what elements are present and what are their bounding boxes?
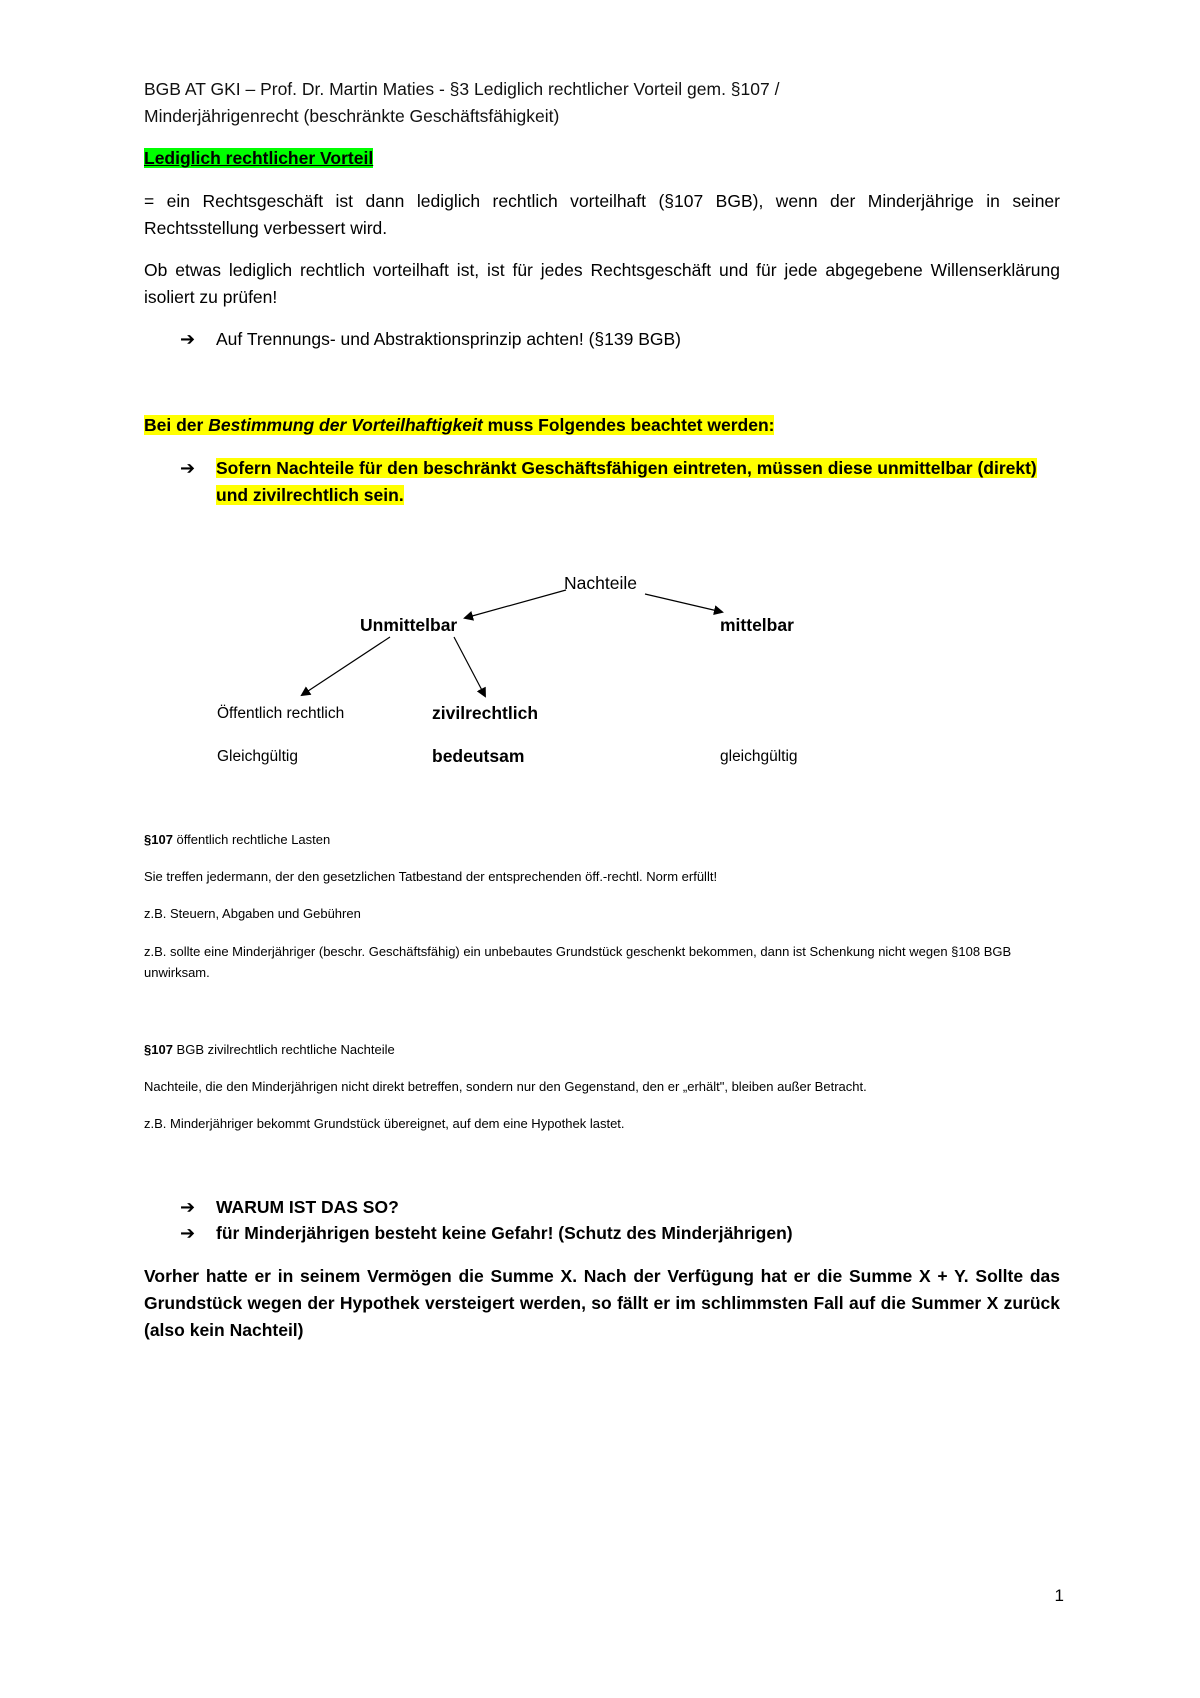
check-paragraph: Ob etwas lediglich rechtlich vorteilhaft ist, ist für jedes Rechtsgeschäft und für jede abgegebene Willenserklärung isoliert zu prüfen! (144, 260, 1060, 307)
intro-suffix: muss Folgendes beachtet werden: (482, 415, 775, 435)
public-law-heading-rest: öffentlich rechtliche Lasten (172, 832, 331, 847)
right-arrow-icon: ➔ (180, 1197, 196, 1217)
header-line-1: BGB AT GKI – Prof. Dr. Martin Maties - §3 Lediglich rechtlicher Vorteil gem. §107 / (144, 79, 780, 99)
diagram-node-nachteile: Nachteile (564, 573, 637, 593)
arrow-nachteile-mittelbar (645, 594, 722, 612)
nachteile-diagram (0, 0, 1200, 800)
section-title-text: Lediglich rechtlicher Vorteil (144, 148, 374, 168)
public-law-line-3: z.B. sollte eine Minderjähriger (beschr. Geschäftsfähig) ein unbebautes Grundstück geschenkt bekommen, dann ist Schenkung nicht wegen §108 BGB unwirksam. (144, 944, 1012, 980)
arrow-note-warum (180, 1194, 1060, 1221)
diagram-value-bedeutsam: bedeutsam (432, 746, 525, 766)
arrow-nachteile-unmittelbar (465, 590, 566, 618)
diagram-value-gleichgueltig-mittelbar: gleichgültig (720, 748, 798, 765)
diagram-node-unmittelbar: Unmittelbar (360, 615, 458, 635)
right-arrow-icon: ➔ (180, 329, 196, 349)
civil-law-line-2: z.B. Minderjähriger bekommt Grundstück übereignet, auf dem eine Hypothek lastet. (144, 1116, 625, 1131)
arrow-unmittelbar-zivil (454, 637, 485, 696)
civil-law-line-1: Nachteile, die den Minderjährigen nicht direkt betreffen, sondern nur den Gegenstand, den er „erhält", bleiben außer Betracht. (144, 1079, 867, 1094)
diagram-node-zivilrechtlich: zivilrechtlich (432, 703, 539, 723)
public-law-line-1: Sie treffen jedermann, der den gesetzlichen Tatbestand der entsprechenden öff.-rechtl. Norm erfüllt! (144, 869, 718, 884)
arrow-note-gefahr (180, 1220, 1060, 1247)
civil-law-heading-rest: BGB zivilrechtlich rechtliche Nachteile (172, 1042, 395, 1057)
public-law-heading-bold: §107 (144, 832, 173, 847)
arrow-note-gefahr-text: für Minderjährigen besteht keine Gefahr! (Schutz des Minderjährigen) (216, 1223, 793, 1243)
right-arrow-icon: ➔ (180, 458, 196, 478)
definition-paragraph: = ein Rechtsgeschäft ist dann lediglich rechtlich vorteilhaft (§107 BGB), wenn der Minderjährige in seiner Rechtsstellung verbessert wird. (144, 191, 1060, 238)
public-law-line-2: z.B. Steuern, Abgaben und Gebühren (144, 906, 361, 921)
arrow-note-text: Auf Trennungs- und Abstraktionsprinzip achten! (§139 BGB) (216, 329, 681, 349)
header-line-2: Minderjährigenrecht (beschränkte Geschäftsfähigkeit) (144, 106, 560, 126)
civil-law-heading-bold: §107 (144, 1042, 173, 1057)
diagram-node-mittelbar: mittelbar (720, 615, 794, 635)
diagram-value-gleichgueltig-oeff: Gleichgültig (217, 748, 298, 765)
right-arrow-icon: ➔ (180, 1223, 196, 1243)
public-law-heading (144, 829, 1060, 850)
diagram-node-oeffentlich: Öffentlich rechtlich (217, 705, 345, 722)
intro-italic: Bestimmung der Vorteilhaftigkeit (208, 415, 483, 435)
civil-law-heading (144, 1039, 1060, 1060)
intro-prefix: Bei der (144, 415, 209, 435)
arrow-note-sofern-text: Sofern Nachteile für den beschränkt Geschäftsfähigen eintreten, müssen diese unmittelbar (direkt) und zivilrechtlich sein. (216, 458, 1037, 505)
arrow-note-warum-text: WARUM IST DAS SO? (216, 1197, 399, 1217)
explanation-paragraph: Vorher hatte er in seinem Vermögen die Summe X. Nach der Verfügung hat er die Summe X + Y. Sollte das Grundstück wegen der Hypothek versteigert werden, so fällt er im schlimmsten Fall auf die Summer X zurück (also kein Nachteil) (144, 1266, 1060, 1340)
arrow-unmittelbar-oeffentlich (302, 637, 390, 695)
page-number: 1 (1054, 1586, 1064, 1605)
